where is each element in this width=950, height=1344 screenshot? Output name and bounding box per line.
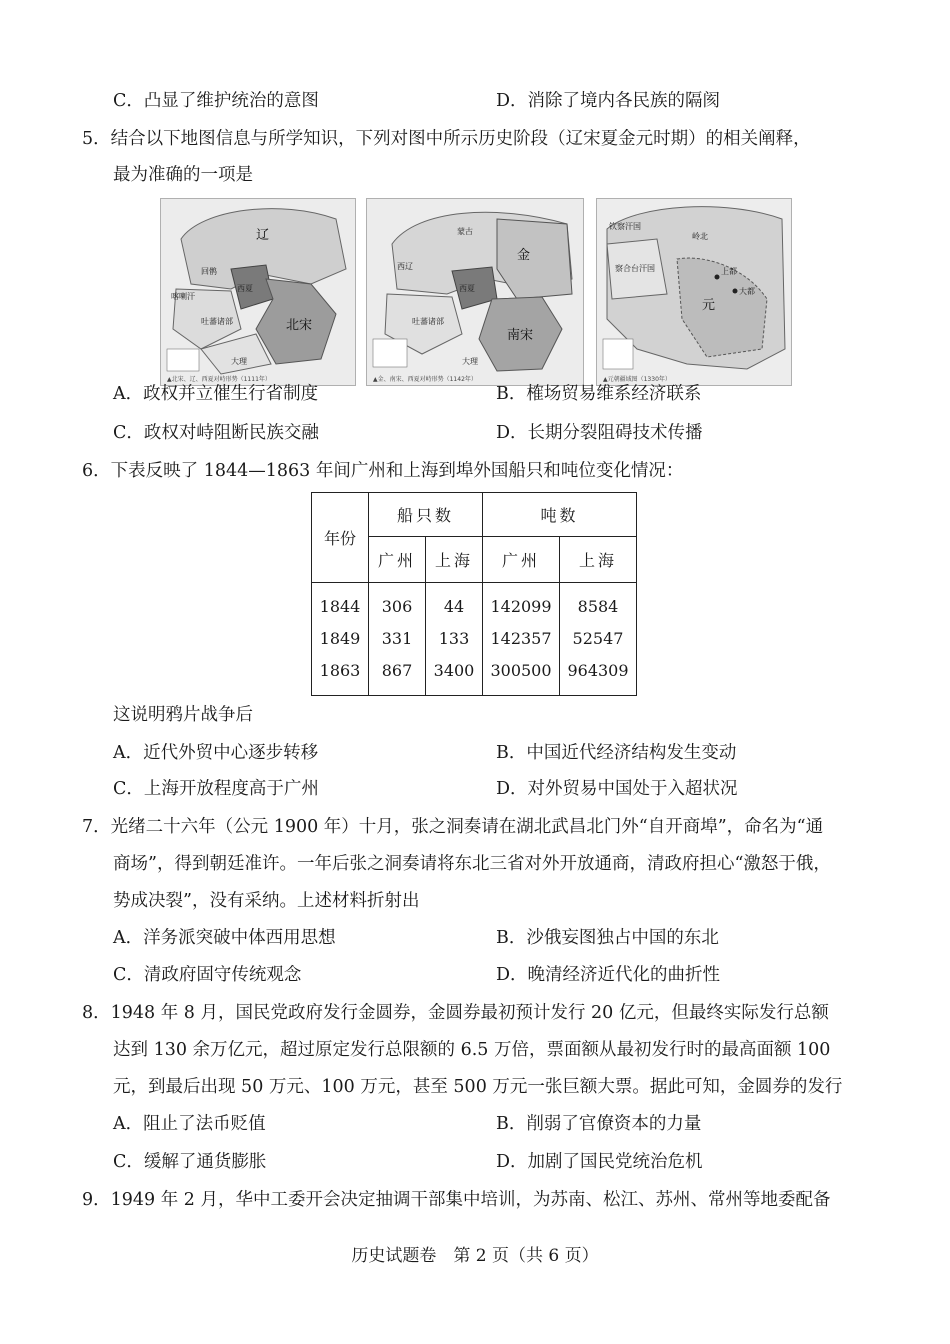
table-subheader-tons-gz: 广州 bbox=[483, 537, 560, 583]
table-header-year: 年份 bbox=[312, 493, 369, 583]
map3-label-chagatai: 察合台汗国 bbox=[615, 264, 655, 273]
q5-option-c: C．政权对峙阻断民族交融 bbox=[113, 423, 319, 443]
table-cell: 142357 bbox=[490, 629, 552, 648]
q6-option-c: C．上海开放程度高于广州 bbox=[113, 779, 319, 799]
map3-label-qincha: 钦察汗国 bbox=[609, 222, 641, 231]
q8-line1: 8．1948 年 8 月，国民党政府发行金圆券，金圆券最初预计发行 20 亿元，但最终实际发行总额 bbox=[82, 1003, 829, 1023]
map-yuan bbox=[596, 198, 792, 386]
q5-option-b: B．榷场贸易维系经济联系 bbox=[496, 384, 702, 404]
q7-line1: 7．光绪二十六年（公元 1900 年）十月，张之洞奏请在湖北武昌北门外“自开商埠”，命名为“通 bbox=[82, 817, 824, 837]
table-subheader-ships-sh: 上海 bbox=[426, 537, 483, 583]
q6-option-d: D．对外贸易中国处于入超状况 bbox=[496, 779, 738, 799]
map1-label-liao: 辽 bbox=[256, 228, 270, 243]
q5-option-a: A．政权并立催生行省制度 bbox=[113, 384, 319, 404]
map-song-liao-xia-svg bbox=[161, 199, 355, 385]
q5-stem-line1: 5．结合以下地图信息与所学知识，下列对图中所示历史阶段（辽宋夏金元时期）的相关阐释， bbox=[82, 129, 811, 149]
table-header-tons: 吨数 bbox=[483, 493, 637, 537]
q8-option-b: B．削弱了官僚资本的力量 bbox=[496, 1114, 702, 1134]
map1-caption: ▲北宋、辽、西夏对峙形势（1111年） bbox=[167, 376, 271, 383]
table-col-tons-gz bbox=[483, 583, 560, 696]
q8-line3: 元，到最后出现 50 万元、100 万元，甚至 500 万元一张巨额大票。据此可知，金圆券的发行 bbox=[113, 1077, 843, 1097]
q8-line2: 达到 130 余万亿元，超过原定发行总限额的 6.5 万倍，票面额从最初发行时的最高面额 100 bbox=[113, 1040, 831, 1060]
q4-option-c: C．凸显了维护统治的意图 bbox=[113, 91, 319, 111]
page-footer: 历史试题卷 第 2 页（共 6 页） bbox=[351, 1246, 599, 1266]
table-cell: 867 bbox=[381, 661, 413, 680]
q6-table bbox=[311, 492, 637, 696]
table-col-tons-sh bbox=[560, 583, 637, 696]
table-cell: 133 bbox=[438, 629, 470, 648]
map-jin-song-xia-svg bbox=[367, 199, 583, 385]
table-cell: 1863 bbox=[319, 661, 361, 680]
map2-caption: ▲金、南宋、西夏对峙形势（1142年） bbox=[373, 376, 477, 383]
table-body bbox=[312, 583, 637, 696]
q5-maps bbox=[160, 198, 792, 384]
map2-label-xiliao: 西辽 bbox=[397, 262, 413, 271]
map1-label-tubo: 吐蕃诸部 bbox=[201, 317, 233, 326]
map2-label-tubo: 吐蕃诸部 bbox=[412, 317, 444, 326]
table-col-ships-sh bbox=[426, 583, 483, 696]
q8-option-c: C．缓解了通货膨胀 bbox=[113, 1152, 267, 1172]
map2-label-xixia: 西夏 bbox=[459, 284, 475, 293]
q6-stem: 6．下表反映了 1844—1863 年间广州和上海到埠外国船只和吨位变化情况： bbox=[82, 461, 684, 481]
table-subheader-tons-sh: 上海 bbox=[560, 537, 637, 583]
table-col-ships-gz bbox=[369, 583, 426, 696]
table-cell: 300500 bbox=[490, 661, 552, 680]
map1-label-dali: 大理 bbox=[231, 357, 247, 366]
q7-option-d: D．晚清经济近代化的曲折性 bbox=[496, 965, 721, 985]
table-col-year bbox=[312, 583, 369, 696]
table-cell: 964309 bbox=[567, 661, 629, 680]
q7-line3: 势成决裂”，没有采纳。上述材料折射出 bbox=[113, 891, 420, 911]
map1-label-kalahan: 喀喇汗 bbox=[171, 292, 195, 301]
q7-line2: 商场”，得到朝廷准许。一年后张之洞奏请将东北三省对外开放通商，清政府担心“激怒于俄， bbox=[113, 854, 831, 874]
table-cell: 331 bbox=[381, 629, 413, 648]
map-yuan-svg bbox=[597, 199, 791, 385]
table-cell: 8584 bbox=[577, 597, 619, 616]
map3-label-shangdu: 上都 bbox=[721, 267, 737, 276]
table-cell: 3400 bbox=[433, 661, 475, 680]
map1-label-beisong: 北宋 bbox=[286, 318, 313, 333]
map2-label-menggu: 蒙古 bbox=[457, 227, 473, 236]
map3-label-lingbei: 岭北 bbox=[692, 232, 708, 241]
q6-option-a: A．近代外贸中心逐步转移 bbox=[113, 743, 319, 763]
q4-option-d: D．消除了境内各民族的隔阂 bbox=[496, 91, 721, 111]
q9-line1: 9．1949 年 2 月，华中工委开会决定抽调干部集中培训，为苏南、松江、苏州、常州等地委配备 bbox=[82, 1190, 831, 1210]
table-cell: 142099 bbox=[490, 597, 552, 616]
q8-option-d: D．加剧了国民党统治危机 bbox=[496, 1152, 703, 1172]
map1-label-huihu: 回鹘 bbox=[201, 267, 217, 276]
q5-stem-line2: 最为准确的一项是 bbox=[113, 165, 253, 185]
table-cell: 44 bbox=[443, 597, 465, 616]
table-subheader-ships-gz: 广州 bbox=[369, 537, 426, 583]
q7-option-c: C．清政府固守传统观念 bbox=[113, 965, 302, 985]
map-jin-song-xia bbox=[366, 198, 584, 386]
table-cell: 306 bbox=[381, 597, 413, 616]
table-cell: 1844 bbox=[319, 597, 361, 616]
q6-option-b: B．中国近代经济结构发生变动 bbox=[496, 743, 737, 763]
map2-label-dali: 大理 bbox=[462, 357, 478, 366]
map1-label-xixia: 西夏 bbox=[237, 284, 253, 293]
map2-label-nansong: 南宋 bbox=[507, 328, 534, 343]
map-song-liao-xia bbox=[160, 198, 356, 386]
table-cell: 1849 bbox=[319, 629, 361, 648]
table-header-ships: 船只数 bbox=[369, 493, 483, 537]
q7-option-a: A．洋务派突破中体西用思想 bbox=[113, 928, 336, 948]
q6-after: 这说明鸦片战争后 bbox=[113, 705, 253, 725]
map2-label-jin: 金 bbox=[517, 248, 531, 263]
q5-option-d: D．长期分裂阻碍技术传播 bbox=[496, 423, 703, 443]
map3-label-dadu: 大都 bbox=[739, 287, 755, 296]
map3-caption: ▲元朝疆域图（1330年） bbox=[603, 376, 671, 383]
q8-option-a: A．阻止了法币贬值 bbox=[113, 1114, 266, 1134]
q7-option-b: B．沙俄妄图独占中国的东北 bbox=[496, 928, 719, 948]
table-cell: 52547 bbox=[572, 629, 624, 648]
map3-label-yuan: 元 bbox=[702, 298, 716, 313]
